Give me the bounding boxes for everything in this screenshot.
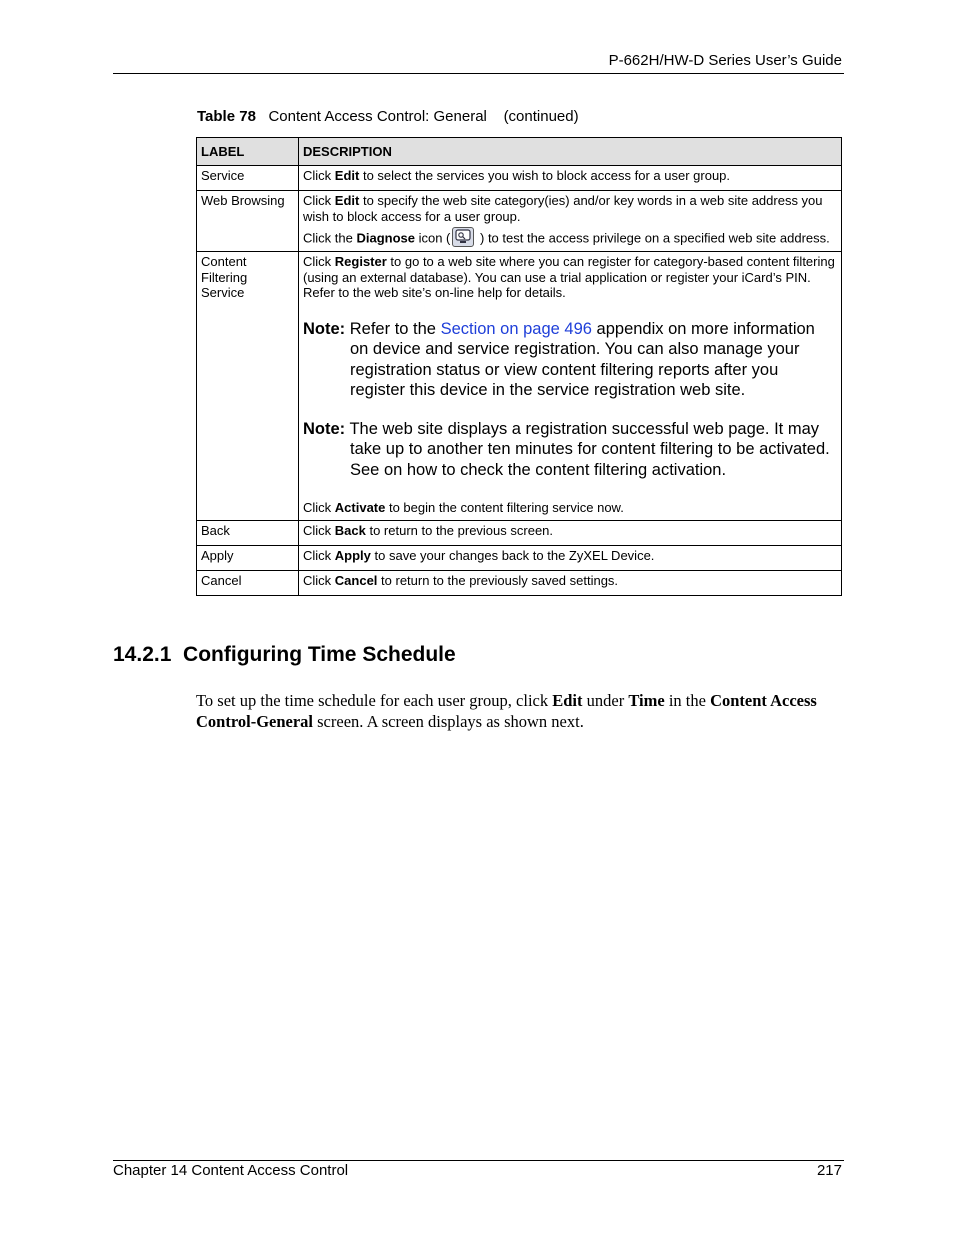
header-divider: [113, 73, 844, 74]
footer-divider: [113, 1160, 844, 1161]
diagnose-icon: [452, 227, 474, 247]
table-row-apply: [197, 545, 842, 570]
table-row-back: [197, 520, 842, 545]
row-description: Click Back to return to the previous screen.: [299, 520, 842, 545]
row-label: Back: [197, 520, 299, 545]
table-header-row: [197, 138, 842, 166]
section-heading: 14.2.1 Configuring Time Schedule: [113, 643, 456, 666]
table-row-service: [197, 166, 842, 191]
table-number: Table 78: [197, 108, 256, 125]
table-continued: (continued): [503, 108, 579, 125]
table-row-web-browsing: [197, 191, 842, 252]
row-description: Click Apply to save your changes back to the ZyXEL Device.: [299, 545, 842, 570]
note-registration: Note: Refer to the Section on page 496 appendix on more information on device and service registration. You can also manage your registration status or view content filtering reports after you register this device in the service registration web site.: [303, 319, 815, 399]
note-activation: Note: The web site displays a registration successful web page. It may take up to another ten minutes for content filtering to be activated. See on how to check the content filtering activation.: [303, 419, 830, 479]
row-label: Content Filtering Service: [197, 252, 299, 521]
column-header-description: DESCRIPTION: [299, 138, 842, 166]
row-label: Cancel: [197, 570, 299, 595]
table-caption: [197, 108, 579, 125]
row-description: Click Register to go to a web site where you can register for category-based content filtering (using an external database). You can use a trial application or register your iCard’s PIN. Refer to the web site’s on-line help for details. Note: Refer to the Section on page 496 appendix on more information on device and service registration. You can also manage your registration status or view content filtering reports after you register this device in the service registration web site. Note: The web site displays a registration successful web page. It may take up to another ten minutes for content filtering to be activated. See on how to check the content filtering activation. Click Activate to begin the content filtering service now.: [299, 252, 842, 521]
footer-chapter: Chapter 14 Content Access Control: [113, 1162, 349, 1179]
table-row-content-filtering: [197, 252, 842, 521]
table-title: Content Access Control: General: [268, 108, 487, 125]
section-link[interactable]: Section on page 496: [440, 319, 592, 338]
row-description: Click Edit to select the services you wish to block access for a user group.: [299, 166, 842, 191]
row-label: Web Browsing: [197, 191, 299, 252]
row-label: Apply: [197, 545, 299, 570]
row-description: Click Edit to specify the web site category(ies) and/or key words in a web site address you wish to block access for a user group. Click the Diagnose icon ( ) to test the access privilege on a specified web site address.: [299, 191, 842, 252]
footer-page-number: 217: [816, 1162, 842, 1179]
running-header-title: P-662H/HW-D Series User’s Guide: [608, 52, 842, 69]
row-label: Service: [197, 166, 299, 191]
row-description: Click Cancel to return to the previously saved settings.: [299, 570, 842, 595]
column-header-label: LABEL: [197, 138, 299, 166]
table-row-cancel: [197, 570, 842, 595]
body-paragraph: To set up the time schedule for each user group, click Edit under Time in the Content Access Control-General screen. A screen displays as shown next.: [196, 691, 817, 731]
content-access-table: [196, 137, 842, 596]
